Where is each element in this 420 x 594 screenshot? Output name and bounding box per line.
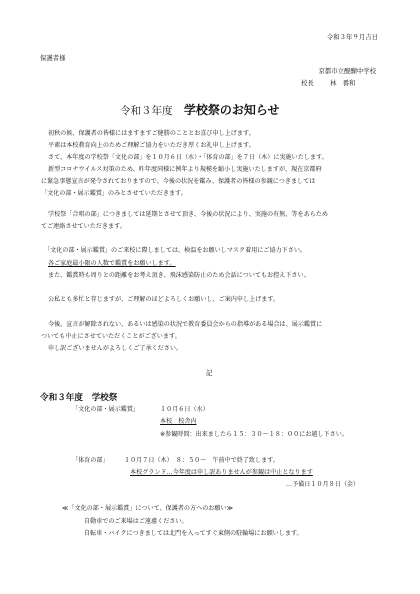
principal-name: 林 番和	[330, 79, 356, 87]
body-line: また、鑑賞時も周りとの距離をお考え頂き、飛沫感染防止のため会話についてもお控え下さい。	[48, 272, 310, 279]
sports-note: 本校グランド…今年度は申し訳ありませんが参観は中止となります	[130, 469, 313, 476]
body-line: 初秋の候、保護者の皆様にはますますご健勝のこととお喜び申し上げます。	[48, 130, 255, 137]
body-line: 公私とも多忙と存じますが、ご理解のほどよろしくお願いし、ご案内申し上げます。	[48, 296, 280, 303]
body-line: 新型コロナウイルス対策のため、昨年度同様に例年より規模を縮小し実施いたしますが、現在京都府	[48, 166, 322, 173]
body-line: に緊急事態宣言が発令されておりますので、今後の状況を鑑み、保護者の皆様の参観につきましては	[41, 178, 316, 185]
body-line: 平素は本校教育向上のためご理解ご協力をいただき厚くお礼申し上げます。	[48, 142, 255, 149]
issue-date: 令和３年９月吉日	[326, 33, 378, 41]
body-line: 申し訳ございませんがよろしくご了承ください。	[48, 345, 183, 352]
culture-label: 「文化の部・展示鑑賞」	[72, 406, 140, 413]
underlined-line: 各ご家庭最小限の人数で鑑賞をお願いします。	[48, 260, 176, 267]
principal-title: 校長	[301, 79, 314, 87]
sports-date: １０月７日（木） ８：５０～ 午前中で終了致します。	[124, 457, 279, 464]
title-main: 学校祭のお知らせ	[183, 103, 280, 117]
ki-marker: 記	[206, 369, 213, 377]
request-heading: ≪「文化の部・展示鑑賞」について、保護者の方へのお願い≫	[62, 505, 233, 512]
body-line: 今後、宣言が解除されない、あるいは感染の状況で教育委員会からの指導がある場合は、展示鑑賞に	[48, 321, 323, 328]
body-line: てご連絡させていただきます。	[41, 223, 126, 230]
sports-label: 「体育の部」	[72, 457, 109, 464]
request-line: 自転車・バイクにつきましては北門を入ってすぐ東側の駐輪場にお願いします。	[84, 530, 303, 537]
culture-place: 本校 校舎内	[160, 418, 197, 425]
school-name: 京都市立醍醐中学校	[318, 67, 376, 75]
body-line: 「文化の部・展示鑑賞」のご来校に際しましては、検温をお願いしマスク着用にご協力下さい。	[44, 247, 307, 254]
body-line: 学校祭「合唱の部」につきましては延期とさせて頂き、今後の状況により、実施の有無、等をあらため	[48, 211, 328, 218]
title-prefix: 令和３年度	[120, 105, 173, 117]
addressee: 保護者様	[40, 54, 66, 62]
body-line: さて、本年度の学校祭「文化の部」を１０月６日（水）・「体育の部」を７日（木）に実施いたします。	[48, 154, 328, 161]
request-line: 自動車でのご来場はご遠慮ください。	[84, 518, 188, 525]
body-line: ついても中止にさせていただくことがございます。	[41, 333, 181, 340]
culture-time: ※参観時間：出来ましたら１５：３０～１８：００にお越し下さい。	[160, 431, 348, 438]
body-line: 「文化の部・展示鑑賞」のみとさせていただきます。	[41, 190, 187, 197]
schedule-heading: 令和３年度 学校祭	[40, 393, 118, 403]
page-title	[120, 104, 280, 117]
sports-rain-date: …予備日１０月８日（金）	[286, 481, 360, 488]
culture-date: １０月６日（水）	[160, 406, 209, 413]
